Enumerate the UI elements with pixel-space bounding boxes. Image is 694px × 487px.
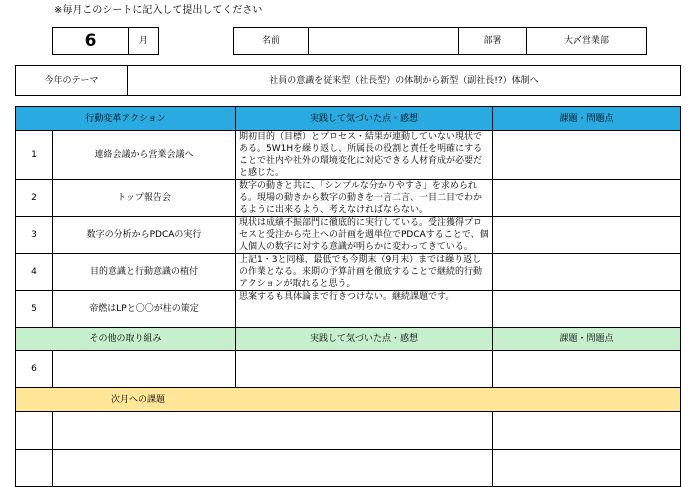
- table-row: [16, 412, 681, 450]
- action-table-header: [16, 107, 681, 131]
- row-number: 4: [16, 254, 53, 291]
- next-month-extra[interactable]: [493, 412, 681, 450]
- row-number: 2: [16, 180, 53, 217]
- row-number: 3: [16, 217, 53, 254]
- next-month-content[interactable]: [53, 412, 493, 450]
- issues-cell[interactable]: [493, 254, 681, 291]
- col-header-issues: 課題・問題点: [493, 107, 681, 131]
- issues-cell[interactable]: [493, 180, 681, 217]
- theme-table: [15, 65, 681, 96]
- other-action-cell[interactable]: [53, 351, 236, 388]
- row-number: 5: [16, 291, 53, 328]
- table-row: [16, 291, 681, 328]
- notes-cell[interactable]: 思案するも具体論まで行きつけない。継続課題です。: [236, 291, 493, 328]
- instruction-note: ※毎月このシートに記入して提出してください: [54, 5, 263, 16]
- next-month-label: 次月への課題: [16, 388, 681, 412]
- row-number: 1: [16, 131, 53, 180]
- col-header-other-issues: 課題・問題点: [493, 328, 681, 351]
- col-header-other-notes: 実践して気づいた点・感想: [236, 328, 493, 351]
- table-row: [16, 254, 681, 291]
- issues-cell[interactable]: [493, 291, 681, 328]
- next-month-row-number: [16, 450, 53, 487]
- notes-cell[interactable]: 上記1・3と同様、最低でも今期末（9月末）までは繰り返しの作業となる。来期の予算計画を徹底することで継続的行動アクションが取れると思う。: [236, 254, 493, 291]
- other-table-header: [16, 328, 681, 351]
- action-cell[interactable]: トップ報告会: [53, 180, 236, 217]
- issues-cell[interactable]: [493, 217, 681, 254]
- col-header-notes: 実践して気づいた点・感想: [236, 107, 493, 131]
- theme-value[interactable]: 社員の意識を従来型（社長型）の体制から新型（副社長!?）体制へ: [128, 66, 681, 96]
- other-notes-cell[interactable]: [236, 351, 493, 388]
- table-row: [16, 131, 681, 180]
- name-value[interactable]: [309, 28, 459, 55]
- notes-cell[interactable]: 期初目的（目標）とプロセス・結果が連動していない現状である。5W1Hを繰り返し、所属長の役割と責任を明確にすることで社内や社外の環境変化に対応できる人材育成が必要だと感じた。: [236, 131, 493, 180]
- next-month-extra[interactable]: [493, 450, 681, 487]
- table-row: [16, 351, 681, 388]
- name-label: 名前: [234, 28, 309, 55]
- next-month-content[interactable]: [53, 450, 493, 487]
- row-number: 6: [16, 351, 53, 388]
- month-value[interactable]: 6: [53, 28, 129, 55]
- col-header-other: その他の取り組み: [16, 328, 236, 351]
- dept-value[interactable]: 大〆営業部: [527, 28, 647, 55]
- dept-label: 部署: [459, 28, 527, 55]
- table-row: [16, 217, 681, 254]
- col-header-action: 行動変革アクション: [16, 107, 236, 131]
- theme-label: 今年のテーマ: [16, 66, 128, 96]
- next-month-header: [16, 388, 681, 412]
- header-table: [52, 27, 647, 55]
- next-month-row-number: [16, 412, 53, 450]
- action-table: [15, 106, 681, 487]
- notes-cell[interactable]: 現状は成績不振部門に徹底的に実行している。受注獲得プロセスと受注から売上への計画を週単位でPDCAすることで、個人個人の数字に対する意識が明らかに変わってきている。: [236, 217, 493, 254]
- table-row: [16, 180, 681, 217]
- month-label: 月: [129, 28, 159, 55]
- issues-cell[interactable]: [493, 131, 681, 180]
- other-issues-cell[interactable]: [493, 351, 681, 388]
- header-spacer: [159, 28, 234, 55]
- action-cell[interactable]: 目的意識と行動意識の植付: [53, 254, 236, 291]
- action-cell[interactable]: 帝燃はLPと〇〇が柱の策定: [53, 291, 236, 328]
- notes-cell[interactable]: 数字の動きと共に、「シンプルな分かりやすさ」を求められる。現場の動きから数字の動きを一言二言、一目二目でわかるように出来るよう、考えなければならない。: [236, 180, 493, 217]
- action-cell[interactable]: 数字の分析からPDCAの実行: [53, 217, 236, 254]
- table-row: [16, 450, 681, 487]
- action-cell[interactable]: 連絡会議から営業会議へ: [53, 131, 236, 180]
